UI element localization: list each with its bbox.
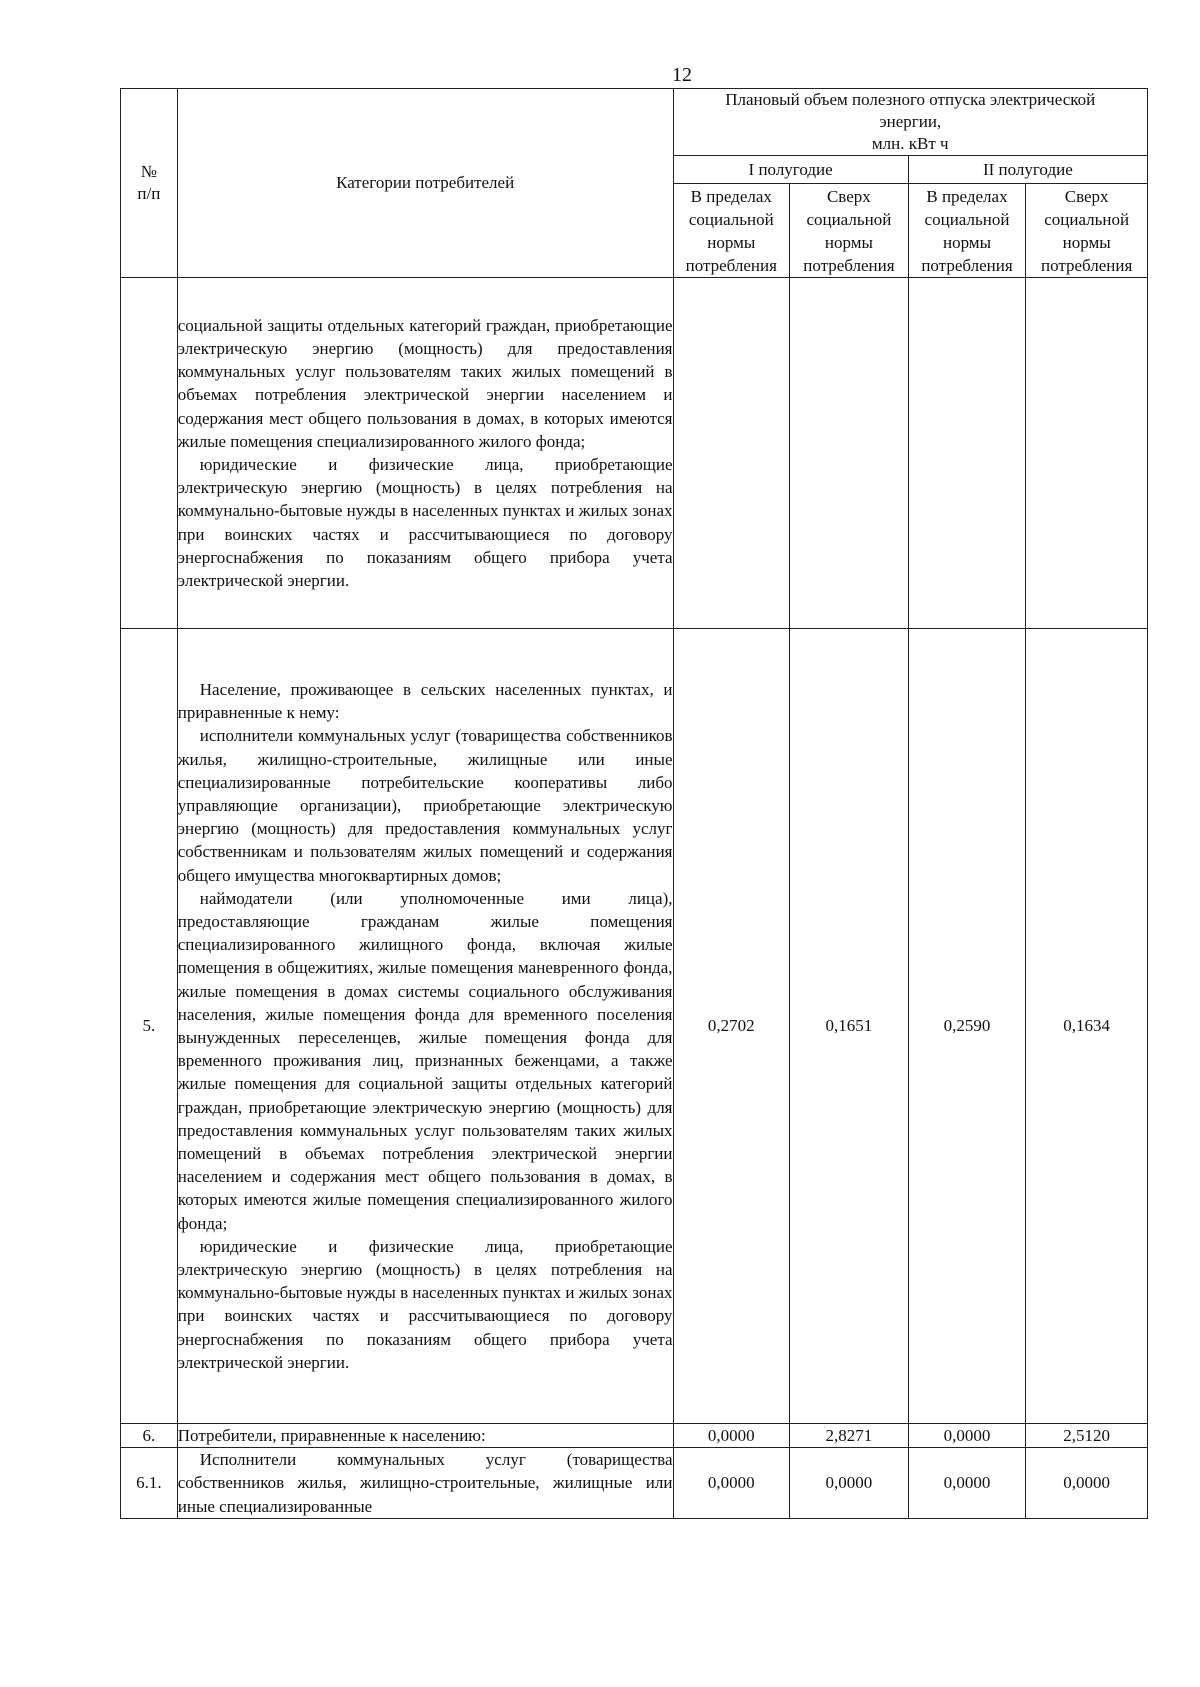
category-paragraph: Потребители, приравненные к населению: [177,1426,486,1445]
value-h1-above: 0,0000 [790,1448,909,1519]
category-paragraph: исполнители коммунальных услуг (товарищества собственников жилья, жилищно-строительные, жилищные или иные специализированные потребительские кооперативы либо управляющие организации), приобретающие электрическую энергию (мощность) для предоставления коммунальных услуг собственникам и пользователям жилых помещений и содержания общего имущества многоквартирных домов; [177,726,673,885]
category-paragraph: наймодатели (или уполномоченные ими лица), предоставляющие гражданам жилые помещения специализированного жилищного фонда, включая жилые помещения в общежитиях, жилые помещения маневренного фонда, жилые помещения в домах системы социального обслуживания населения, жилые помещения фонда для временного поселения вынужденных переселенцев, жилые помещения фонда для временного проживания лиц, признанных беженцами, а также жилые помещения для социальной защиты отдельных категорий граждан, приобретающие электрическую энергию (мощность) для предоставления коммунальных услуг пользователям таких жилых помещений в объемах потребления электрической энергии населением и содержания мест общего пользования в домах, в которых имеются жилые помещения специализированного жилого фонда; [177,888,673,1233]
header-half2: II полугодие [908,156,1147,184]
value-h2-above: 0,1634 [1026,629,1148,1424]
table-row [121,1448,1148,1519]
header-volume-line1: Плановый объем полезного отпуска электрической [725,90,1096,109]
row-category [177,1448,673,1519]
header-half1: I полугодие [673,156,908,184]
within-line3: нормы [942,232,991,252]
row-category [177,629,673,1424]
category-paragraph: Население, проживающее в сельских населенных пунктах, и приравненные к нему: [177,679,673,723]
within-line1: В пределах [926,186,1008,206]
row-number [121,278,178,629]
header-volume-line2: энергии, [879,112,942,131]
within-line2: социальной [688,209,774,229]
consumption-table [120,88,1148,1519]
category-paragraph: юридические и физические лица, приобретающие электрическую энергию (мощность) в целях потребления на коммунально-бытовые нужды в населенных пунктах и жилых зонах при воинских частях и рассчитывающиеся по договору энергоснабжения по показаниям общего прибора учета электрической энергии. [177,455,673,591]
table-row [121,278,1148,629]
above-line2: социальной [1044,209,1130,229]
value-h2-within [908,278,1026,629]
value-h2-above [1026,278,1148,629]
value-h1-within [673,278,790,629]
header-number-line2: п/п [137,184,161,203]
within-line3: нормы [707,232,756,252]
above-line4: потребления [1040,255,1133,275]
value-h2-within: 0,0000 [908,1424,1026,1448]
header-h1-within [673,184,790,278]
header-volume [673,89,1148,156]
header-h2-within [908,184,1026,278]
category-paragraph: социальной защиты отдельных категорий граждан, приобретающие электрическую энергию (мощность) для предоставления коммунальных услуг пользователям таких жилых помещений в объемах потребления электрической энергии населением и содержания мест общего пользования в домах, в которых имеются жилые помещения специализированного жилого фонда; [177,315,673,451]
table-row [121,1424,1148,1448]
row-category [177,278,673,629]
above-line1: Сверх [1064,186,1109,206]
value-h1-above: 2,8271 [790,1424,909,1448]
above-line4: потребления [803,255,895,275]
value-h1-above: 0,1651 [790,629,909,1424]
row-number: 6.1. [121,1448,178,1519]
value-h2-within: 0,2590 [908,629,1026,1424]
within-line2: социальной [924,209,1010,229]
table-body [121,278,1148,1519]
table-row [121,629,1148,1424]
header-h1-above [790,184,909,278]
category-paragraph: Исполнители коммунальных услуг (товарищества собственников жилья, жилищно-строительные, жилищные или иные специализированные [177,1450,673,1516]
within-line4: потребления [685,255,777,275]
above-line3: нормы [824,232,873,252]
value-h1-within: 0,2702 [673,629,790,1424]
header-number-line1: № [140,162,157,181]
within-line1: В пределах [690,186,772,206]
within-line4: потребления [921,255,1013,275]
value-h1-within: 0,0000 [673,1448,790,1519]
category-paragraph: юридические и физические лица, приобретающие электрическую энергию (мощность) в целях потребления на коммунально-бытовые нужды в населенных пунктах и жилых зонах при воинских частях и рассчитывающиеся по договору энергоснабжения по показаниям общего прибора учета электрической энергии. [177,1236,673,1372]
header-volume-line3: млн. кВт ч [871,134,949,153]
value-h1-within: 0,0000 [673,1424,790,1448]
header-number [121,89,178,278]
above-line1: Сверх [826,186,871,206]
above-line3: нормы [1062,232,1111,252]
value-h1-above [790,278,909,629]
page-number: 12 [672,64,692,86]
header-category: Категории потребителей [177,89,673,278]
header-h2-above [1026,184,1148,278]
above-line2: социальной [806,209,892,229]
row-category [177,1424,673,1448]
value-h2-above: 0,0000 [1026,1448,1148,1519]
value-h2-above: 2,5120 [1026,1424,1148,1448]
row-number: 6. [121,1424,178,1448]
value-h2-within: 0,0000 [908,1448,1026,1519]
row-number: 5. [121,629,178,1424]
